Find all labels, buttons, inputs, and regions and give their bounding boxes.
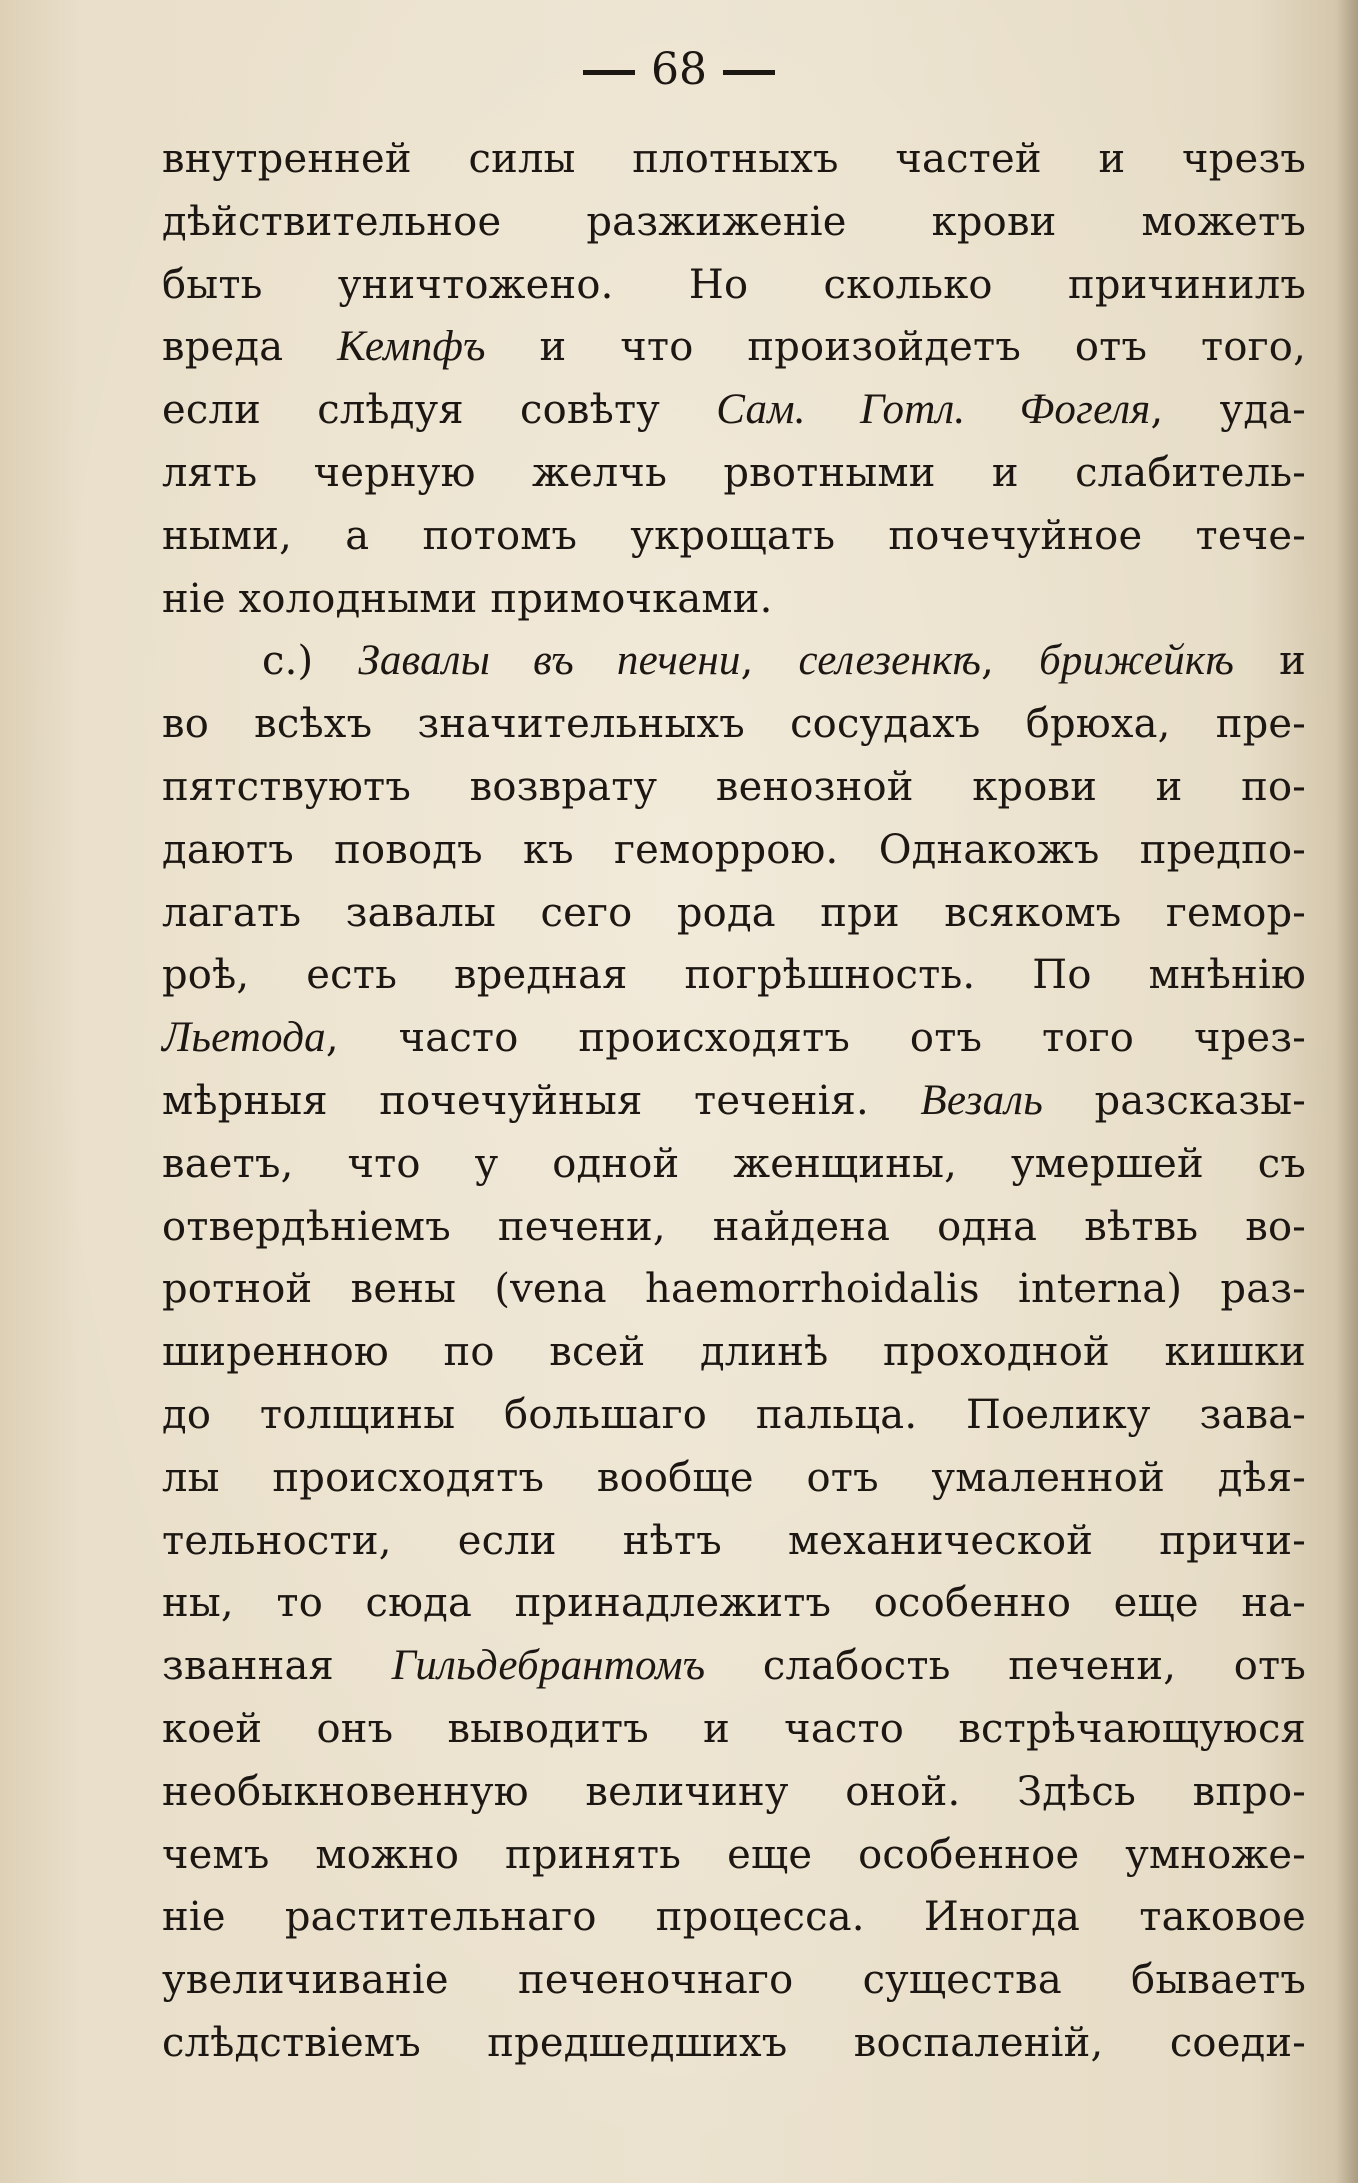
page-edge-shadow [1336, 0, 1358, 2183]
text-run: увеличиваніе печеночнаго существа бываетъ [162, 1957, 1306, 2004]
page-number-dash-right [723, 70, 775, 75]
text-line [162, 128, 1306, 191]
text-run: чемъ можно принять еще особенное умноже- [162, 1831, 1306, 1878]
text-line [162, 1321, 1306, 1384]
text-line [162, 1070, 1306, 1133]
text-line [162, 1007, 1306, 1070]
text-run: быть уничтожено. Но сколько причинилъ [162, 261, 1306, 308]
text-run: ваетъ, что у одной женщины, умершей съ [162, 1140, 1306, 1187]
text-run: внутренней силы плотныхъ частей и чрезъ [162, 136, 1306, 182]
text-run: пятствуютъ возврату венозной крови и по- [162, 763, 1306, 810]
italic-name: Везаль [920, 1076, 1044, 1124]
text-run: во всѣхъ значительныхъ сосудахъ брюха, пре- [162, 701, 1306, 748]
text-line [162, 630, 1306, 693]
text-run: и [1234, 638, 1306, 685]
text-line [162, 1698, 1306, 1761]
text-run: мѣрныя почечуйныя теченія. [162, 1077, 921, 1124]
text-run: лять черную желчь рвотными и слабитель- [162, 449, 1306, 496]
text-run: и что произойдетъ отъ того, [485, 324, 1306, 371]
text-run: ніе холодными примочками. [162, 575, 773, 622]
text-run: даютъ поводъ къ геморрою. Однакожъ предпо- [162, 826, 1306, 873]
italic-name: Завалы въ печени [358, 637, 741, 685]
italic-name: Сам. Готл. Фогеля [716, 386, 1151, 434]
text-run: отвердѣніемъ печени, найдена одна вѣтвь во- [162, 1203, 1306, 1250]
text-run: ными, а потомъ укрощать почечуйное тече- [162, 512, 1306, 559]
text-line [162, 191, 1306, 254]
italic-name: брижейкѣ [1039, 637, 1235, 685]
text-run: необыкновенную величину оной. Здѣсь впро- [162, 1768, 1306, 1815]
text-run: ширенною по всей длинѣ проходной кишки [162, 1329, 1306, 1376]
italic-name: Льетода [162, 1014, 326, 1062]
text-run: ніе растительнаго процесса. Иногда таковое [162, 1894, 1306, 1941]
text-line [162, 1949, 1306, 2012]
text-line [162, 1510, 1306, 1573]
text-line [162, 1824, 1306, 1887]
text-line [162, 1133, 1306, 1196]
text-line [162, 316, 1306, 379]
text-run: лагать завалы сего рода при всякомъ гемор- [162, 889, 1306, 936]
text-run: ротной вены (vena haemorrhoidalis interna) раз- [162, 1266, 1306, 1313]
text-line [162, 2012, 1306, 2075]
text-run: дѣйствительное разжиженіе крови можетъ [162, 198, 1306, 245]
italic-name: селезенкѣ [798, 637, 982, 685]
text-line [162, 568, 1306, 631]
italic-name: Кемпфъ [337, 323, 486, 371]
text-line [162, 1572, 1306, 1635]
text-run: c.) [262, 638, 359, 685]
text-run: вреда [162, 324, 338, 371]
text-run: ны, то сюда принадлежитъ особенно еще на- [162, 1580, 1306, 1627]
page-number-text: 68 [651, 44, 707, 95]
text-line [162, 1384, 1306, 1447]
text-run: званная [162, 1643, 392, 1690]
text-run: тельности, если нѣтъ механической причи- [162, 1517, 1306, 1564]
page-number-dash-left [583, 70, 635, 75]
text-line [162, 944, 1306, 1007]
text-run: до толщины большаго пальца. Поелику зава- [162, 1391, 1306, 1438]
text-run: коей онъ выводитъ и часто встрѣчающуюся [162, 1705, 1306, 1752]
text-line [162, 1886, 1306, 1949]
text-run: слабость печени, отъ [705, 1643, 1306, 1690]
text-run: разсказы- [1043, 1077, 1306, 1124]
text-line [162, 819, 1306, 882]
text-line [162, 1635, 1306, 1698]
text-line [162, 1258, 1306, 1321]
page-number [0, 42, 1358, 98]
text-line [162, 505, 1306, 568]
text-line [162, 1196, 1306, 1259]
text-run: лы происходятъ вообще отъ умаленной дѣя- [162, 1454, 1306, 1501]
text-run: , уда- [1150, 387, 1306, 434]
text-line [162, 442, 1306, 505]
text-line [162, 1761, 1306, 1824]
text-run: , [740, 638, 799, 685]
text-line [162, 756, 1306, 819]
text-run: , [981, 638, 1040, 685]
text-run: слѣдствіемъ предшедшихъ воспаленій, соеди- [162, 2019, 1306, 2066]
italic-name: Гильдебрантомъ [391, 1642, 706, 1690]
text-line [162, 693, 1306, 756]
text-run: , часто происходятъ отъ того чрез- [325, 1015, 1306, 1062]
body-text [162, 128, 1306, 2075]
text-line [162, 254, 1306, 317]
text-run: роѣ, есть вредная погрѣшность. По мнѣнію [162, 952, 1306, 999]
text-line [162, 379, 1306, 442]
text-run: если слѣдуя совѣту [162, 387, 717, 434]
text-line [162, 1447, 1306, 1510]
text-line [162, 882, 1306, 945]
